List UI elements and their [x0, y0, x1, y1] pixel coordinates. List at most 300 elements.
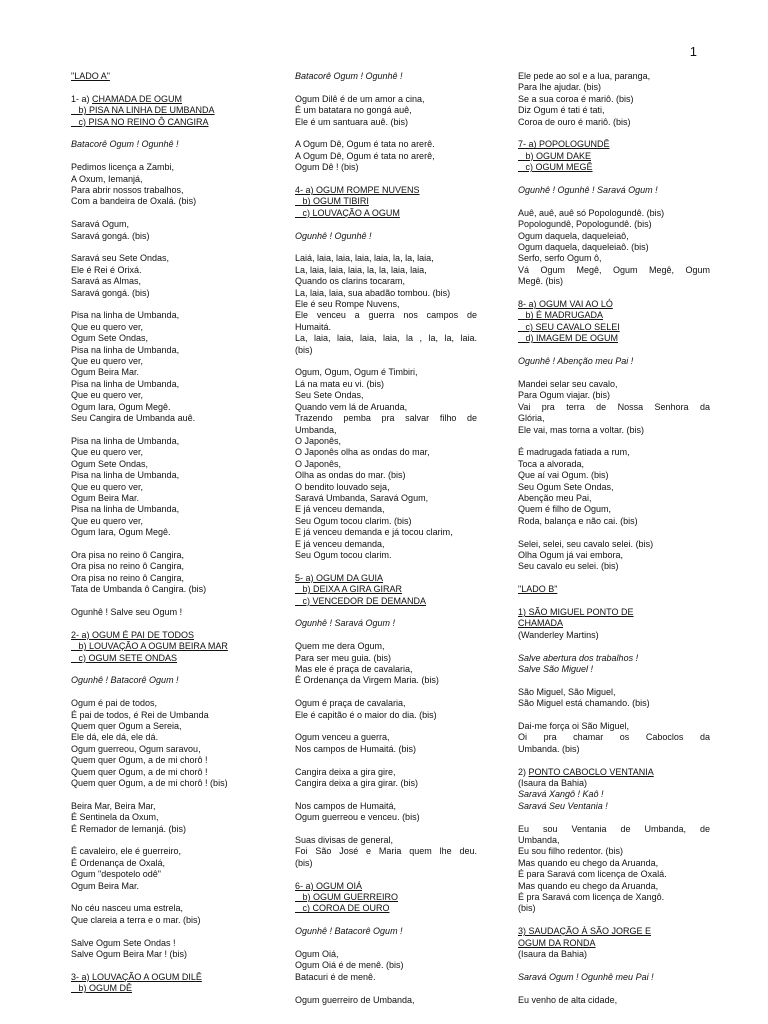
text-line [295, 253, 477, 264]
line-text: Batacuri é de menê. [295, 971, 376, 982]
text-line [295, 744, 477, 755]
line-text: Ogum é pai de todos, [71, 698, 158, 709]
line-text: Abenção meu Pai, [518, 492, 592, 503]
text-block [518, 584, 710, 595]
text-block [518, 71, 710, 128]
text-line [71, 858, 281, 869]
text-line [518, 482, 710, 493]
text-line [518, 390, 710, 401]
text-line [518, 903, 710, 914]
line-text: Ele pede ao sol e a lua, paranga, [518, 71, 651, 81]
text-line [518, 824, 710, 835]
line-text: La, laia, laia, laia, la, la, laia, laia, [295, 264, 427, 275]
text-block [295, 926, 477, 937]
line-text: Foi São José e Maria quem lhe deu. [295, 846, 477, 857]
line-text: (bis) [518, 903, 536, 914]
text-line [71, 561, 281, 572]
invocation-line [518, 185, 710, 196]
line-text: Para ser meu guia. (bis) [295, 652, 392, 663]
text-line [295, 322, 477, 333]
text-block [518, 539, 710, 573]
line-text: b) OGUM TIBIRI [295, 196, 369, 207]
text-block [71, 630, 281, 664]
text-line [518, 459, 710, 470]
line-text: Saravá Umbanda, Saravá Ogum, [295, 492, 429, 503]
line-text: Auê, auê, auê só Popologundê. (bis) [518, 207, 665, 218]
text-line [518, 447, 710, 458]
text-line [518, 835, 710, 846]
line-text: Salve São Miguel ! [518, 663, 594, 674]
text-line [295, 767, 477, 778]
line-text: Saravá Xangô ! Kaô ! [518, 789, 604, 800]
text-line [518, 550, 710, 561]
text-block [295, 71, 477, 82]
invocation-line [518, 653, 710, 664]
line-text: Quem é filho de Ogum, [518, 504, 612, 515]
section-heading [71, 630, 281, 641]
text-line [518, 82, 710, 93]
line-text: Eu sou filho redentor. (bis) [518, 846, 624, 857]
text-line [295, 949, 477, 960]
text-line [295, 117, 477, 128]
text-line [71, 938, 281, 949]
line-text: Vá Ogum Megê, Ogum Megê, Ogum [518, 264, 710, 275]
text-line [295, 675, 477, 686]
line-text: Ogum Oiá é de menê. (bis) [295, 960, 404, 971]
line-text: Saravá Ogum, [71, 219, 130, 230]
text-line [71, 174, 281, 185]
text-line [295, 288, 477, 299]
line-text: E já venceu demanda e já tocou clarim, [295, 527, 453, 538]
line-text: Megê. (bis) [518, 276, 564, 287]
line-text: Seu Cangira de Umbanda auê. [71, 413, 196, 424]
text-line [71, 550, 281, 561]
line-text: Ogum é praça de cavalaria, [295, 698, 406, 709]
text-line [71, 322, 281, 333]
text-line [71, 379, 281, 390]
line-text: Ora pisa no reino ô Cangira, [71, 549, 185, 560]
text-line [518, 425, 710, 436]
section-heading [518, 310, 710, 321]
text-line [295, 345, 477, 356]
line-text: Ogum daquela, daqueleiaô, [518, 230, 629, 241]
line-text: (Isaura da Bahia) [518, 777, 588, 788]
line-text: É Ordenança de Oxalá, [71, 857, 166, 868]
line-text: Quem quer Ogum, a de mi chorô ! (bis) [71, 778, 228, 788]
text-line [518, 265, 710, 276]
text-line [518, 949, 710, 960]
line-text: Cangira deixa a gira gire, [295, 766, 396, 777]
line-text: Ora pisa no reino ô Cangira, [71, 572, 185, 583]
text-line [71, 265, 281, 276]
line-text: Pisa na linha de Umbanda, [71, 378, 180, 389]
text-line [295, 858, 477, 869]
line-text: Seu cavalo eu selei. (bis) [518, 561, 619, 572]
text-line [518, 504, 710, 515]
invocation-line [295, 926, 477, 937]
text-line [71, 710, 281, 721]
text-line [518, 516, 710, 527]
text-line [71, 744, 281, 755]
text-line [518, 276, 710, 287]
line-text: Pisa na linha de Umbanda, [71, 310, 180, 321]
text-block [518, 926, 710, 960]
invocation-line [518, 789, 710, 800]
line-text: Olha Ogum já vai embora, [518, 549, 624, 560]
text-line [295, 459, 477, 470]
text-line [518, 881, 710, 892]
text-block [295, 94, 477, 128]
section-heading [518, 299, 710, 310]
text-block [295, 881, 477, 915]
text-block [71, 801, 281, 835]
line-text: Seu Sete Ondas, [295, 390, 364, 401]
text-block [518, 607, 710, 641]
line-text: c) VENCEDOR DE DEMANDA [295, 595, 427, 606]
line-text: c) SEU CAVALO SELEI [518, 321, 620, 332]
line-text: Batacorê Ogum ! Ogunhê ! [295, 71, 403, 81]
section-heading [295, 573, 477, 584]
section-heading [518, 151, 710, 162]
text-block [71, 972, 281, 995]
section-heading [71, 71, 281, 82]
line-text: "LADO B" [518, 584, 558, 595]
line-text: O Japonês, [295, 458, 342, 469]
line-text: Ogunhê ! Batacorê Ogum ! [295, 926, 403, 937]
line-text: É um batatara no gongá auê, [295, 105, 412, 116]
text-block [295, 139, 477, 173]
line-text: São Miguel, São Miguel, [518, 686, 616, 697]
line-text: Que eu quero ver, [71, 481, 144, 492]
text-line [518, 208, 710, 219]
text-block [518, 653, 710, 676]
line-text: Que eu quero ver, [71, 447, 144, 458]
line-text: La, laia, laia, laia, laia, la , la, la, laia. [295, 333, 477, 344]
line-text: Ele dá, ele dá, ele dá. [71, 732, 159, 743]
text-line [295, 413, 477, 424]
section-heading [518, 618, 710, 629]
text-line [518, 858, 710, 869]
line-text: Ele é capitão é o maior do dia. (bis) [295, 709, 437, 720]
line-text: c) OGUM MEGÊ [518, 162, 593, 173]
line-text: Dai-me força oi São Miguel, [518, 720, 630, 731]
line-text: Saravá as Almas, [71, 276, 142, 287]
line-text: Ogunhê ! Ogunhê ! [295, 230, 372, 241]
text-line [295, 436, 477, 447]
text-line [71, 482, 281, 493]
line-text: Pisa na linha de Umbanda, [71, 435, 180, 446]
text-line [71, 801, 281, 812]
line-text: b) OGUM DAKE [518, 150, 592, 161]
line-text: E já venceu demanda, [295, 504, 385, 515]
line-text: 1) SÃO MIGUEL PONTO DE [518, 606, 634, 617]
text-line [71, 356, 281, 367]
line-text: É Remador de Iemanjá. (bis) [71, 823, 187, 834]
heading-title: PONTO CABOCLO VENTANIA [528, 766, 654, 777]
line-text: Vai pra terra de Nossa Senhora da [518, 401, 710, 412]
text-block [295, 949, 477, 983]
text-line [518, 767, 710, 778]
line-text: (Wanderley Martins) [518, 629, 599, 640]
text-line [295, 151, 477, 162]
line-text: Ogum, Ogum, Ogum é Timbiri, [295, 367, 418, 378]
line-text: Com a bandeira de Oxalá. (bis) [71, 196, 197, 207]
text-line [295, 664, 477, 675]
text-line [518, 379, 710, 390]
line-text: 5- a) OGUM DA GUIA [295, 572, 384, 583]
text-line [518, 242, 710, 253]
section-heading [518, 926, 710, 937]
line-text: Diz Ogum é tati é tati, [518, 105, 605, 116]
line-text: 2- a) OGUM É PAI DE TODOS [71, 629, 195, 640]
line-text: 4- a) OGUM ROMPE NUVENS [295, 185, 420, 196]
line-text: Saravá gongá. (bis) [71, 287, 150, 298]
text-line [295, 812, 477, 823]
text-line [518, 539, 710, 550]
text-line [518, 630, 710, 641]
line-text: Serfo, serfo Ogum ô, [518, 253, 602, 264]
text-line [71, 333, 281, 344]
text-line [71, 345, 281, 356]
section-heading [295, 892, 477, 903]
text-line [518, 721, 710, 732]
line-text: Se a sua coroa é mariô. (bis) [518, 93, 634, 104]
text-block [518, 767, 710, 813]
text-line [518, 493, 710, 504]
heading-title: CHAMADA DE OGUM [92, 93, 183, 104]
section-heading [518, 162, 710, 173]
text-column-2 [295, 71, 477, 1017]
line-text: Ele venceu a guerra nos campos de [295, 310, 477, 321]
text-line [71, 812, 281, 823]
line-text: Seu Ogum tocou clarim. (bis) [295, 515, 412, 526]
text-line [295, 299, 477, 310]
text-line [71, 584, 281, 595]
section-heading [295, 584, 477, 595]
line-text: Ogum Dilê é de um amor a cina, [295, 93, 425, 104]
line-text: Umbanda. (bis) [518, 743, 580, 754]
line-text: Saravá Ogum ! Ogunhê meu Pai ! [518, 971, 654, 982]
line-text: É Sentinela da Oxum, [71, 812, 159, 823]
text-line [71, 869, 281, 880]
line-text: Quem quer Ogum, a de mi chorô ! [71, 766, 208, 777]
text-line [518, 231, 710, 242]
text-line [518, 561, 710, 572]
text-line [295, 333, 477, 344]
line-text: Pisa na linha de Umbanda, [71, 470, 180, 481]
line-text: Ogunhê ! Abenção meu Pai ! [518, 356, 634, 367]
line-text: Batacorê Ogum ! Ogunhê ! [71, 139, 179, 150]
text-line [295, 539, 477, 550]
text-block [295, 367, 477, 561]
text-line [295, 698, 477, 709]
text-line [295, 447, 477, 458]
invocation-line [71, 139, 281, 150]
text-line [295, 402, 477, 413]
text-block [71, 675, 281, 686]
line-text: Mandei selar seu cavalo, [518, 378, 618, 389]
text-block [295, 801, 477, 824]
text-line [71, 310, 281, 321]
text-block [71, 71, 281, 82]
text-block [71, 846, 281, 892]
text-block [295, 641, 477, 687]
line-text: Ogum "despotelo odê" [71, 869, 161, 880]
text-block [71, 139, 281, 150]
line-text: Seu Ogum Sete Ondas, [518, 481, 614, 492]
text-line [518, 892, 710, 903]
line-text: Olha as ondas do mar. (bis) [295, 470, 406, 481]
line-text: É madrugada fatiada a rum, [518, 447, 630, 458]
line-text: Selei, selei, seu cavalo selei. (bis) [518, 538, 654, 549]
line-text: É Ordenança da Virgem Maria. (bis) [295, 675, 439, 686]
text-line [518, 995, 710, 1006]
text-block [518, 299, 710, 345]
section-heading [71, 983, 281, 994]
line-text: Trazendo pemba pra salvar filho de [295, 413, 477, 424]
line-text: Oi pra chamar os Caboclos da [518, 732, 710, 743]
line-text: Ogum guerreou, Ogum saravou, [71, 743, 201, 754]
line-text: Ogum Beira Mar. [71, 880, 140, 891]
text-line [518, 71, 710, 82]
text-line [295, 482, 477, 493]
line-text: O Japonês olha as ondas do mar, [295, 447, 430, 458]
line-text: Lá na mata eu vi. (bis) [295, 378, 385, 389]
text-line [295, 778, 477, 789]
text-block [71, 698, 281, 789]
section-heading [71, 641, 281, 652]
line-text: Pedimos licença a Zambi, [71, 162, 175, 173]
text-line [295, 504, 477, 515]
text-block [518, 995, 710, 1006]
line-text: 3- a) LOUVAÇÃO A OGUM DILÊ [71, 971, 202, 982]
text-block [71, 903, 281, 926]
text-line [71, 903, 281, 914]
line-text: Pisa na linha de Umbanda, [71, 504, 180, 515]
line-text: c) COROA DE OURO [295, 903, 390, 914]
line-text: Ele é Rei é Orixá. [71, 264, 142, 275]
text-line [71, 413, 281, 424]
line-text: Saravá Seu Ventania ! [518, 800, 608, 811]
text-line [71, 459, 281, 470]
text-block [295, 698, 477, 721]
line-text: Salve Ogum Beira Mar ! (bis) [71, 949, 188, 960]
line-text: (bis) [295, 344, 313, 355]
text-line [518, 413, 710, 424]
line-text: c) OGUM SETE ONDAS [71, 652, 178, 663]
text-block [71, 938, 281, 961]
text-line [295, 801, 477, 812]
line-text: b) DEIXA A GIRA GIRAR [295, 584, 403, 595]
text-line [295, 653, 477, 664]
line-text: 6- a) OGUM OIÁ [295, 880, 363, 891]
text-line [518, 869, 710, 880]
section-heading [71, 972, 281, 983]
line-text: Para lhe ajudar. (bis) [518, 82, 602, 93]
text-line [518, 744, 710, 755]
text-line [295, 493, 477, 504]
line-text: É pai de todos, é Rei de Umbanda [71, 709, 209, 720]
line-text: Suas divisas de general, [295, 835, 394, 845]
section-heading [295, 196, 477, 207]
text-column-3 [518, 71, 710, 1017]
text-column-1 [71, 71, 281, 1006]
text-block [71, 94, 281, 128]
line-text: Que eu quero ver, [71, 356, 144, 367]
line-text: Ogum guerreiro de Umbanda, [295, 994, 415, 1005]
line-text: Ogum guerreou e venceu. (bis) [295, 812, 420, 823]
text-block [518, 208, 710, 288]
text-line [518, 94, 710, 105]
text-line [518, 219, 710, 230]
line-text: Ogum Beira Mar. [71, 492, 140, 503]
line-text: Nos campos de Humaitá, [295, 800, 397, 811]
text-line [71, 824, 281, 835]
text-line [518, 846, 710, 857]
line-text: b) É MADRUGADA [518, 310, 604, 321]
text-line [71, 949, 281, 960]
text-block [71, 310, 281, 424]
text-line [71, 721, 281, 732]
section-heading [518, 333, 710, 344]
line-text: Umbanda, [295, 424, 337, 435]
line-text: Ogum Beira Mar. [71, 367, 140, 378]
line-text: O bendito louvado seja, [295, 481, 390, 492]
line-text: CHAMADA [518, 618, 564, 629]
section-heading [295, 185, 477, 196]
text-line [295, 265, 477, 276]
line-text: 1- a) [71, 93, 93, 104]
text-line [518, 402, 710, 413]
text-block [518, 721, 710, 755]
line-text: La, laia, laia, sua abadão tombou. (bis) [295, 287, 451, 298]
text-block [295, 835, 477, 869]
line-text: Quem me dera Ogum, [295, 641, 385, 652]
line-text: Coroa de ouro é mariô. (bis) [518, 116, 631, 127]
text-block [71, 219, 281, 242]
line-text: É pra Saravá com licença de Xangô. [518, 892, 665, 903]
line-text: Que eu quero ver, [71, 321, 144, 332]
line-text: Ogum Dê ! (bis) [295, 162, 359, 173]
line-text: Pisa na linha de Umbanda, [71, 344, 180, 355]
text-line [295, 162, 477, 173]
line-text: São Miguel está chamando. (bis) [518, 698, 650, 709]
text-block [295, 732, 477, 755]
invocation-line [295, 71, 477, 82]
text-line [71, 447, 281, 458]
text-line [295, 276, 477, 287]
text-block [295, 618, 477, 629]
line-text: Ogum Sete Ondas, [71, 333, 149, 344]
text-line [71, 94, 281, 105]
line-text: Ogum Oiá, [295, 949, 339, 960]
line-text: 8- a) OGUM VAI AO LÓ [518, 299, 613, 310]
text-line [71, 881, 281, 892]
line-text: Ogum Iara, Ogum Megê. [71, 401, 171, 412]
text-line [295, 470, 477, 481]
line-text: Tata de Umbanda ô Cangira. (bis) [71, 584, 207, 595]
line-text: Mas quando eu chego da Aruanda, [518, 880, 659, 891]
text-line [71, 219, 281, 230]
section-heading [295, 903, 477, 914]
line-text: Glória, [518, 413, 545, 424]
text-line [295, 105, 477, 116]
line-text: Que clareia a terra e o mar. (bis) [71, 914, 201, 925]
text-line [295, 367, 477, 378]
line-text: A Ogum Dê, Ogum é tata no arerê, [295, 150, 435, 161]
invocation-line [295, 231, 477, 242]
text-line [71, 402, 281, 413]
